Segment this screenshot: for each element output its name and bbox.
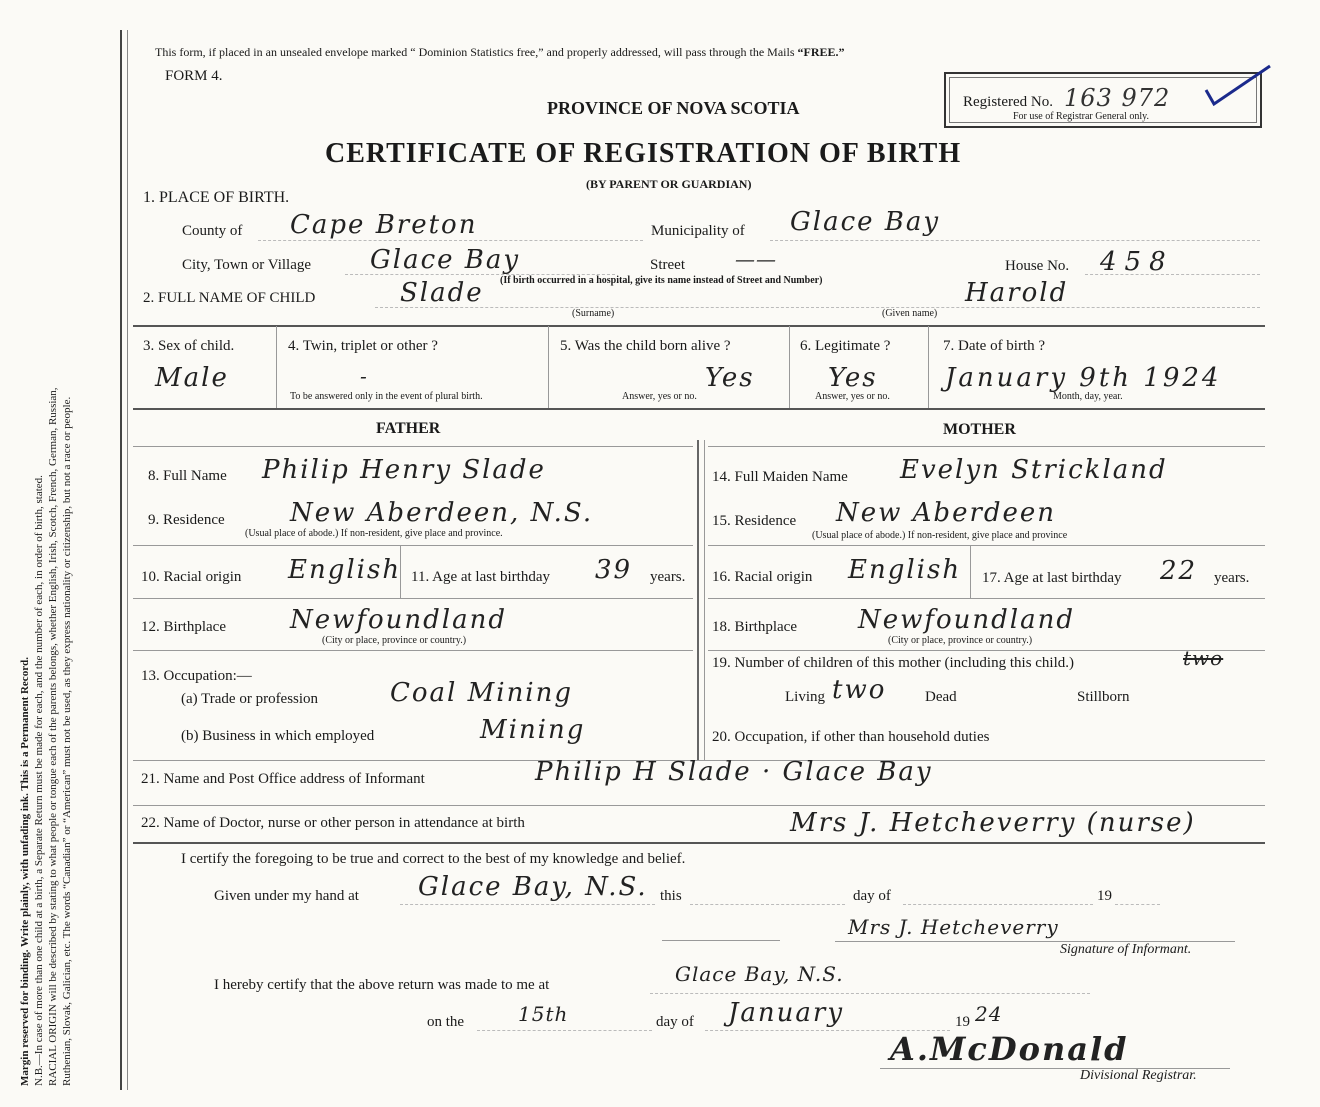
day-of-line — [903, 904, 1093, 905]
mother-age-value: 22 — [1160, 556, 1198, 586]
parent-rule-4m — [708, 650, 1265, 651]
registrar-place-value: Glace Bay, N.S. — [675, 962, 844, 986]
father-race-value: English — [288, 555, 402, 585]
street-label: Street — [650, 257, 685, 273]
this-label: this — [660, 888, 682, 904]
mother-living-label: Living — [785, 689, 825, 705]
given-place-line — [400, 904, 655, 905]
father-residence-note: (Usual place of abode.) If non-resident, give place and province. — [245, 528, 503, 539]
col-divider-4 — [928, 326, 929, 408]
parent-rule-6 — [133, 805, 1265, 806]
legitimate-label: 6. Legitimate ? — [800, 338, 891, 354]
on-the-line — [477, 1030, 652, 1031]
legitimate-value: Yes — [828, 363, 878, 393]
mother-residence-note: (Usual place of abode.) If non-resident, give place and province — [812, 530, 1068, 541]
registrar-note: For use of Registrar General only. — [1013, 111, 1149, 122]
child-name-line — [375, 307, 1260, 308]
signature-of-informant-caption: Signature of Informant. — [1060, 942, 1192, 957]
father-age-value: 39 — [595, 555, 633, 585]
father-trade-label: (a) Trade or profession — [181, 691, 319, 707]
mother-dead-label: Dead — [925, 689, 957, 705]
alive-label: 5. Was the child born alive ? — [560, 338, 731, 354]
signature-short-line — [662, 940, 780, 941]
given-place-value: Glace Bay, N.S. — [418, 872, 648, 902]
day-of-2-label: day of — [656, 1014, 694, 1030]
mother-age-label: 17. Age at last birthday — [982, 570, 1122, 586]
legitimate-note: Answer, yes or no. — [815, 391, 890, 402]
informant-signature: Mrs J. Hetcheverry — [848, 915, 1059, 939]
father-race-label: 10. Racial origin — [141, 569, 242, 585]
parent-rule-1m — [708, 446, 1265, 447]
year-line — [1115, 904, 1160, 905]
divisional-registrar-caption: Divisional Registrar. — [1080, 1068, 1197, 1083]
child-name-label: 2. FULL NAME OF CHILD — [143, 290, 316, 306]
county-label: County of — [182, 223, 243, 239]
county-value: Cape Breton — [290, 210, 478, 240]
street-value: —— — [735, 247, 777, 271]
checkmark-icon — [1200, 62, 1275, 110]
twin-note: To be answered only in the event of plural birth. — [290, 391, 483, 402]
child-given-name: Harold — [965, 278, 1069, 308]
father-residence-label: 9. Residence — [148, 512, 225, 528]
day-of-label: day of — [853, 888, 891, 904]
child-surname: Slade — [400, 278, 484, 308]
mother-race-value: English — [848, 555, 962, 585]
father-birthplace-value: Newfoundland — [290, 605, 508, 635]
mother-years: years. — [1214, 570, 1250, 586]
mail-notice-text: This form, if placed in an unsealed envelope marked “ Dominion Statistics free,” and properly addressed, will pass through the Mails — [155, 45, 798, 59]
father-name-label: 8. Full Name — [148, 468, 227, 484]
dob-value: January 9th 1924 — [945, 363, 1222, 393]
sex-value: Male — [155, 363, 229, 393]
mother-occupation-label: 20. Occupation, if other than household duties — [712, 729, 990, 745]
margin-line-2: N.B.—In case of more than one child at a birth, a Separate Return must be made for each, and the number of each, in order of birth, stated. — [33, 475, 45, 1086]
month-value: January — [728, 998, 845, 1028]
parent-rule-2m — [708, 545, 1265, 546]
city-value: Glace Bay — [370, 245, 521, 275]
city-label: City, Town or Village — [182, 257, 312, 273]
day-value: 15th — [518, 1002, 569, 1026]
mail-notice-free: “FREE.” — [797, 45, 845, 59]
given-name-caption: (Given name) — [882, 308, 938, 319]
margin-line-1: Margin reserved for binding. Write plainly, with unfading ink. This is a Permanent Record. — [19, 657, 31, 1086]
attendant-label: 22. Name of Doctor, nurse or other person in attendance at birth — [141, 815, 525, 831]
mother-stillborn-label: Stillborn — [1077, 689, 1130, 705]
margin-rule-inner — [127, 30, 128, 1090]
registrar-signature: A.McDonald — [890, 1030, 1129, 1068]
margin-rule — [120, 30, 122, 1090]
mother-residence-label: 15. Residence — [712, 513, 797, 529]
hospital-note: (If birth occurred in a hospital, give its name instead of Street and Number) — [500, 275, 823, 286]
place-of-birth-heading: 1. PLACE OF BIRTH. — [143, 189, 290, 206]
alive-value: Yes — [705, 363, 755, 393]
father-age-label: 11. Age at last birthday — [411, 569, 550, 585]
father-occupation-label: 13. Occupation:— — [141, 668, 252, 684]
margin-notes — [18, 56, 74, 1086]
on-the-label: on the — [427, 1014, 465, 1030]
mother-birthplace-value: Newfoundland — [858, 605, 1076, 635]
attendant-value: Mrs J. Hetcheverry (nurse) — [790, 808, 1196, 838]
father-business-label: (b) Business in which employed — [181, 728, 375, 744]
registered-label: Registered No. — [963, 94, 1053, 110]
twin-value: - — [360, 364, 368, 388]
municipality-line — [770, 240, 1260, 241]
row-rule-bottom — [133, 408, 1265, 410]
page-subtitle: (BY PARENT OR GUARDIAN) — [586, 177, 752, 191]
form-number: FORM 4. — [165, 68, 223, 84]
row-rule-top — [133, 325, 1265, 327]
parent-rule-3m — [708, 598, 1265, 599]
parent-rule-4 — [133, 650, 693, 651]
mother-race-label: 16. Racial origin — [712, 569, 813, 585]
margin-line-4: Ruthenian, Slovak, Galician, etc. The words “Canadian” or “American” must not be used, as they express nationality or citizenship, but not a race or people. — [61, 396, 73, 1086]
house-number-value: 458 — [1100, 247, 1174, 277]
year-prefix: 19 — [1097, 888, 1112, 904]
col-divider-2 — [548, 326, 549, 408]
father-business-value: Mining — [480, 715, 586, 745]
father-heading: FATHER — [376, 420, 441, 437]
mother-residence-value: New Aberdeen — [836, 498, 1057, 528]
house-number-label: House No. — [1005, 258, 1070, 274]
informant-value: Philip H Slade · Glace Bay — [535, 757, 933, 787]
parent-rule-1 — [133, 446, 693, 447]
mother-name-label: 14. Full Maiden Name — [712, 469, 848, 485]
mother-living-value: two — [832, 675, 887, 705]
this-line — [690, 904, 845, 905]
alive-note: Answer, yes or no. — [622, 391, 697, 402]
informant-label: 21. Name and Post Office address of Informant — [141, 771, 425, 787]
municipality-label: Municipality of — [651, 223, 745, 239]
mother-heading: MOTHER — [943, 421, 1016, 438]
mother-children-label: 19. Number of children of this mother (including this child.) — [712, 655, 1075, 671]
page-title: CERTIFICATE OF REGISTRATION OF BIRTH — [325, 138, 962, 169]
parent-rule-3 — [133, 598, 693, 599]
county-line — [258, 240, 643, 241]
registrar-certify-statement: I hereby certify that the above return was made to me at — [214, 977, 550, 993]
father-mother-divider — [697, 440, 699, 760]
sex-label: 3. Sex of child. — [143, 338, 235, 354]
province-heading: PROVINCE OF NOVA SCOTIA — [547, 98, 800, 118]
mail-notice — [155, 45, 845, 60]
given-under-label: Given under my hand at — [214, 888, 359, 904]
municipality-value: Glace Bay — [790, 207, 941, 237]
year-19-prefix: 19 — [955, 1014, 970, 1030]
col-divider-3 — [789, 326, 790, 408]
twin-label: 4. Twin, triplet or other ? — [288, 338, 438, 354]
parent-rule-2 — [133, 545, 693, 546]
year-value: 24 — [975, 1002, 1003, 1026]
father-mother-divider-2 — [704, 440, 705, 760]
father-birthplace-note: (City or place, province or country.) — [322, 635, 467, 646]
father-name-value: Philip Henry Slade — [262, 455, 546, 485]
dob-note: Month, day, year. — [1053, 391, 1123, 402]
surname-caption: (Surname) — [572, 308, 615, 319]
father-years: years. — [650, 569, 686, 585]
parent-rule-7 — [133, 842, 1265, 844]
dob-label: 7. Date of birth ? — [943, 338, 1046, 354]
col-divider-1 — [276, 326, 277, 408]
mother-name-value: Evelyn Strickland — [900, 455, 1168, 485]
father-residence-value: New Aberdeen, N.S. — [290, 498, 594, 528]
mother-birthplace-label: 18. Birthplace — [712, 619, 797, 635]
father-birthplace-label: 12. Birthplace — [141, 619, 226, 635]
father-race-divider — [400, 546, 401, 598]
mother-children-value: two — [1183, 646, 1224, 670]
mother-race-divider — [970, 546, 971, 598]
registrar-place-line — [650, 993, 1090, 994]
father-trade-value: Coal Mining — [390, 678, 574, 708]
certify-statement: I certify the foregoing to be true and correct to the best of my knowledge and belief. — [181, 851, 686, 867]
margin-line-3: RACIAL ORIGIN will be described by stating to what people or tongue each of the parents belongs, whether English, Irish, Scotch, French, German, Russian, — [47, 387, 59, 1086]
registered-number: 163 972 — [1064, 84, 1171, 112]
mother-birthplace-note: (City or place, province or country.) — [888, 635, 1033, 646]
